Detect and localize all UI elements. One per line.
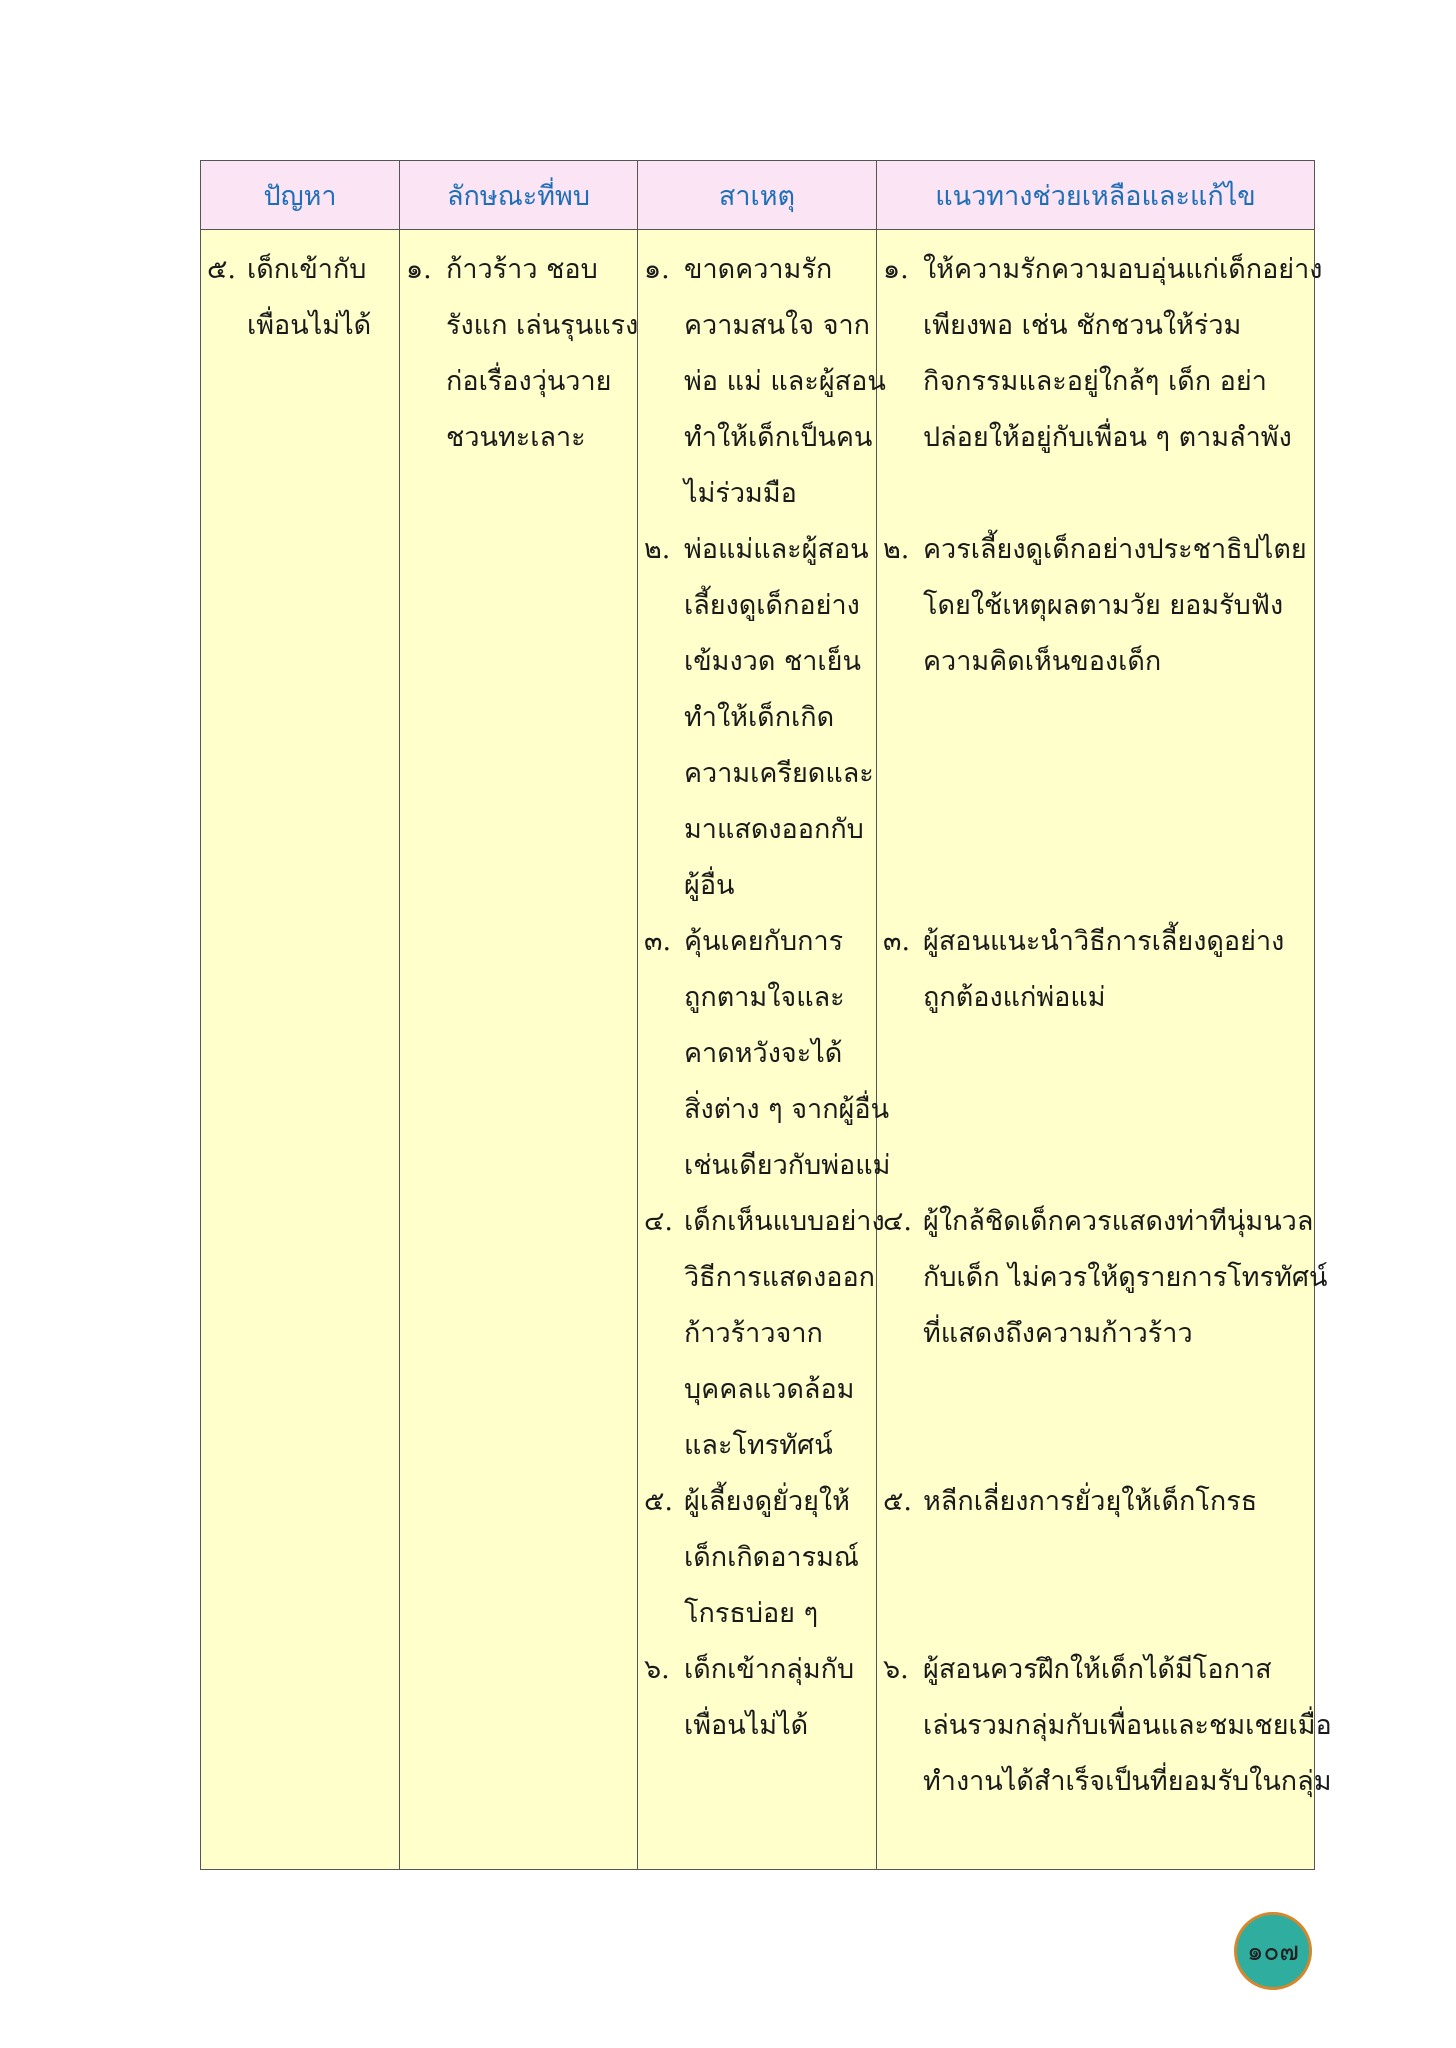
solution-line: ผู้สอนควรฝึกให้เด็กได้มีโอกาส xyxy=(923,1654,1272,1685)
cause-item xyxy=(638,242,886,522)
cause-line: ทำให้เด็กเป็นคน xyxy=(684,422,873,453)
symptom-cell xyxy=(400,230,638,1870)
header-cause: สาเหตุ xyxy=(638,161,877,230)
cause-line: เข้มงวด ชาเย็น xyxy=(684,646,861,677)
solution-line xyxy=(923,1362,1328,1418)
cause-item xyxy=(638,1474,876,1642)
solution-line: ทำงานได้สำเร็จเป็นที่ยอมรับในกลุ่ม xyxy=(923,1766,1332,1797)
solution-item xyxy=(877,1474,1314,1642)
solution-number: ๑. xyxy=(883,254,909,285)
cause-line: โกรธบ่อย ๆ xyxy=(684,1598,819,1629)
problem-line: เพื่อนไม่ได้ xyxy=(247,310,372,341)
solution-number: ๓. xyxy=(883,926,911,957)
problem-item xyxy=(201,242,399,354)
solution-line xyxy=(923,690,1308,746)
solution-line xyxy=(923,1138,1308,1194)
cause-line: เด็กเห็นแบบอย่าง xyxy=(684,1206,885,1237)
solution-line: เพียงพอ เช่น ชักชวนให้ร่วม xyxy=(923,310,1242,341)
cause-line: เช่นเดียวกับพ่อแม่ xyxy=(684,1150,891,1181)
solution-line: ที่แสดงถึงความก้าวร้าว xyxy=(923,1318,1193,1349)
solution-line xyxy=(923,1586,1308,1642)
cause-number: ๒. xyxy=(644,534,671,565)
solution-line xyxy=(923,1530,1308,1586)
cause-line: พ่อ แม่ และผู้สอน xyxy=(684,366,886,397)
symptom-line: ชวนทะเลาะ xyxy=(446,422,586,453)
symptom-line: ก่อเรื่องวุ่นวาย xyxy=(446,366,612,397)
solution-line xyxy=(923,466,1322,522)
solution-number: ๔. xyxy=(883,1206,913,1237)
cause-line: เพื่อนไม่ได้ xyxy=(684,1710,809,1741)
header-problem: ปัญหา xyxy=(201,161,400,230)
solution-line: ความคิดเห็นของเด็ก xyxy=(923,646,1162,677)
solution-line: หลีกเลี่ยงการยั่วยุให้เด็กโกรธ xyxy=(923,1486,1258,1517)
solution-line xyxy=(923,1082,1308,1138)
cause-line: เด็กเข้ากลุ่มกับ xyxy=(684,1654,855,1685)
cause-line: ผู้เลี้ยงดูยั่วยุให้ xyxy=(684,1486,850,1517)
solution-line: กับเด็ก ไม่ควรให้ดูรายการโทรทัศน์ xyxy=(923,1262,1328,1293)
solution-line: ควรเลี้ยงดูเด็กอย่างประชาธิปไตย xyxy=(923,534,1307,565)
solution-cell xyxy=(877,230,1332,1870)
cause-line: ก้าวร้าวจาก xyxy=(684,1318,823,1349)
cause-line: ความเครียดและ xyxy=(684,758,874,789)
solution-line: เล่นรวมกลุ่มกับเพื่อนและชมเชยเมื่อ xyxy=(923,1710,1332,1741)
cause-item xyxy=(638,914,891,1194)
cause-item xyxy=(638,1642,876,1754)
solution-item xyxy=(877,522,1314,914)
symptom-item xyxy=(400,242,637,466)
problem-line: เด็กเข้ากับ xyxy=(247,254,367,285)
cause-number: ๓. xyxy=(644,926,672,957)
cause-line: และโทรทัศน์ xyxy=(684,1430,833,1461)
solution-number: ๖. xyxy=(883,1654,909,1685)
cause-line: วิธีการแสดงออก xyxy=(684,1262,876,1293)
cause-number: ๔. xyxy=(644,1206,674,1237)
solution-line xyxy=(923,746,1308,802)
solution-line: กิจกรรมและอยู่ใกล้ๆ เด็ก อย่า xyxy=(923,366,1267,397)
cause-line: บุคคลแวดล้อม xyxy=(684,1374,855,1405)
cause-line: เด็กเกิดอารมณ์ xyxy=(684,1542,859,1573)
cause-line: คุ้นเคยกับการ xyxy=(684,926,844,957)
solution-line: ผู้สอนแนะนำวิธีการเลี้ยงดูอย่าง xyxy=(923,926,1285,957)
solution-line xyxy=(923,1418,1328,1474)
solution-item xyxy=(877,1642,1332,1810)
problem-number: ๕. xyxy=(207,254,237,285)
solution-line xyxy=(923,1026,1308,1082)
cause-line: สิ่งต่าง ๆ จากผู้อื่น xyxy=(684,1094,890,1125)
cause-item xyxy=(638,1194,885,1474)
solution-line: ถูกต้องแก่พ่อแม่ xyxy=(923,982,1106,1013)
problem-cell xyxy=(201,230,400,1870)
solution-line: ปล่อยให้อยู่กับเพื่อน ๆ ตามลำพัง xyxy=(923,422,1292,453)
header-solution: แนวทางช่วยเหลือและแก้ไข xyxy=(877,161,1315,230)
solution-item xyxy=(877,242,1323,522)
cause-line: ผู้อื่น xyxy=(684,870,735,901)
symptom-number: ๑. xyxy=(406,254,432,285)
solution-line: โดยใช้เหตุผลตามวัย ยอมรับฟัง xyxy=(923,590,1284,621)
page-number: ๑๐๗ xyxy=(1234,1912,1312,1990)
cause-line: ถูกตามใจและ xyxy=(684,982,845,1013)
solution-line xyxy=(923,802,1308,858)
solution-number: ๒. xyxy=(883,534,910,565)
solution-item xyxy=(877,1194,1328,1474)
cause-line: ขาดความรัก xyxy=(684,254,833,285)
table-header-row xyxy=(201,161,1315,230)
table-row xyxy=(201,230,1315,1870)
cause-line: ทำให้เด็กเกิด xyxy=(684,702,835,733)
cause-item xyxy=(638,522,876,914)
cause-line: ไม่ร่วมมือ xyxy=(684,478,797,509)
symptom-line: รังแก เล่นรุนแรง xyxy=(446,310,639,341)
solution-number: ๕. xyxy=(883,1486,913,1517)
symptom-line: ก้าวร้าว ชอบ xyxy=(446,254,598,285)
problem-solution-table xyxy=(200,160,1332,1870)
cause-line: ความสนใจ จาก xyxy=(684,310,871,341)
cause-line: มาแสดงออกกับ xyxy=(684,814,864,845)
solution-line xyxy=(923,858,1308,914)
cause-line: พ่อแม่และผู้สอน xyxy=(684,534,869,565)
header-symptom: ลักษณะที่พบ xyxy=(400,161,638,230)
solution-line: ให้ความรักความอบอุ่นแก่เด็กอย่าง xyxy=(923,254,1323,285)
cause-number: ๕. xyxy=(644,1486,674,1517)
cause-number: ๑. xyxy=(644,254,670,285)
cause-line: เลี้ยงดูเด็กอย่าง xyxy=(684,590,860,621)
solution-item xyxy=(877,914,1314,1194)
solution-line: ผู้ใกล้ชิดเด็กควรแสดงท่าทีนุ่มนวล xyxy=(923,1206,1314,1237)
cause-cell xyxy=(638,230,891,1870)
cause-line: คาดหวังจะได้ xyxy=(684,1038,843,1069)
cause-number: ๖. xyxy=(644,1654,670,1685)
